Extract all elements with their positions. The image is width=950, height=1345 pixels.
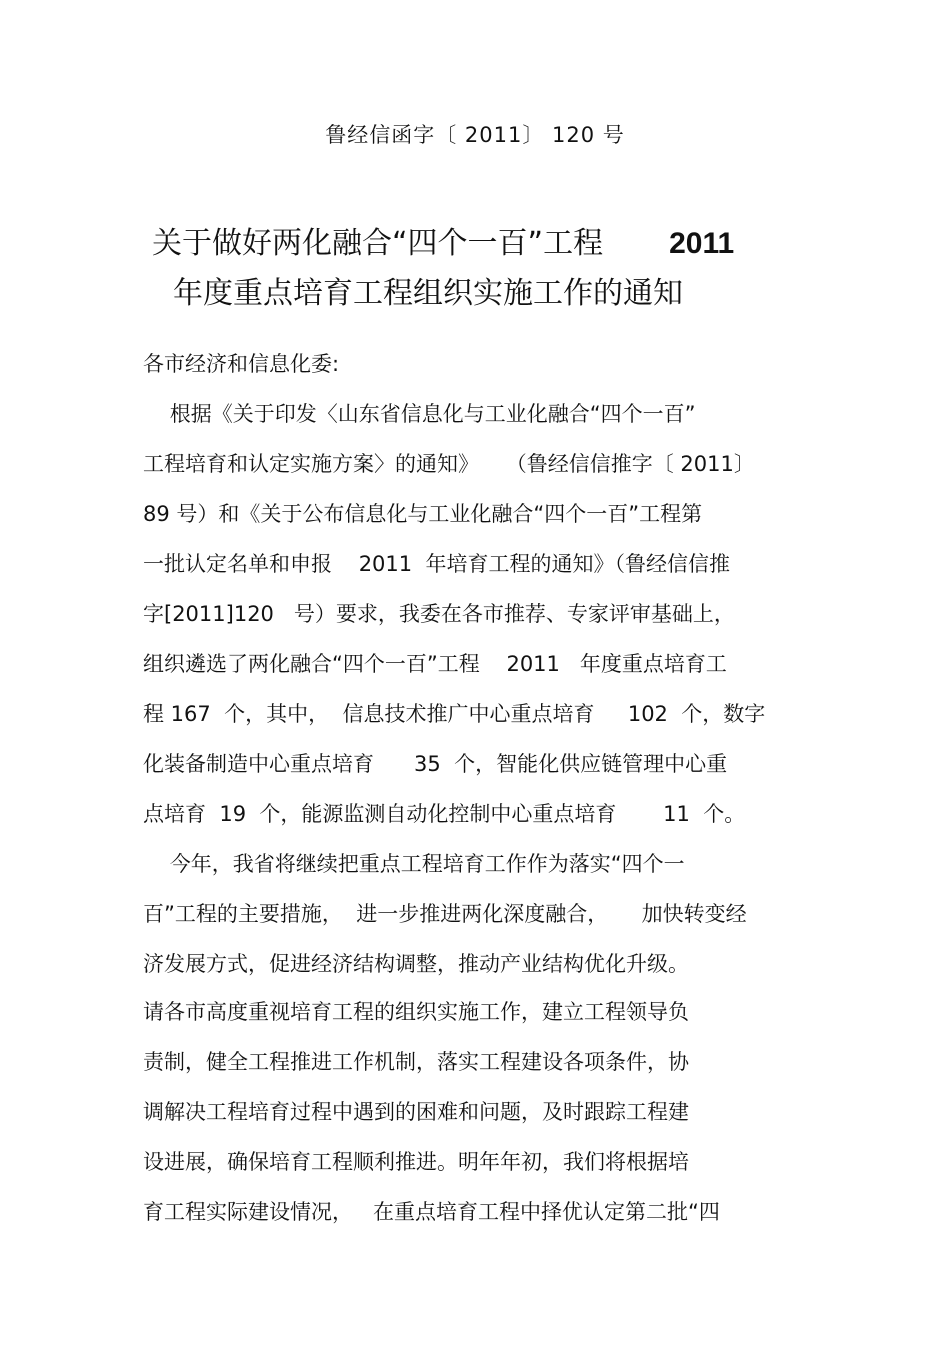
body-line: 请各市高度重视培育工程的组织实施工作，建立工程领导负 xyxy=(143,1000,689,1024)
body-line: 化装备制造中心重点培育 35 个，智能化供应链管理中心重 xyxy=(143,752,728,776)
title-year: 2011 xyxy=(669,227,735,260)
document-title-line-1 xyxy=(152,218,734,262)
body-line: 字[2011]120 号）要求，我委在各市推荐、专家评审基础上， xyxy=(143,602,735,626)
body-line: 一批认定名单和申报 2011 年培育工程的通知》（鲁经信信推 xyxy=(143,552,730,576)
body-line: 工程培育和认定实施方案〉的通知》 （鲁经信信推字〔 2011〕 xyxy=(143,452,755,476)
document-title-line-2: 年度重点培育工程组织实施工作的通知 xyxy=(173,276,683,311)
salutation: 各市经济和信息化委: xyxy=(143,352,340,376)
body-line: 济发展方式，促进经济结构调整，推动产业结构优化升级。 xyxy=(143,952,689,976)
body-line: 点培育 19 个，能源监测自动化控制中心重点培育 11 个。 xyxy=(143,802,746,826)
body-line: 组织遴选了两化融合“四个一百”工程 2011 年度重点培育工 xyxy=(143,652,727,676)
body-line: 今年，我省将继续把重点工程培育工作作为落实“四个一 xyxy=(143,852,685,876)
body-line: 根据《关于印发〈山东省信息化与工业化融合“四个一百” xyxy=(143,402,696,426)
body-line: 责制，健全工程推进工作机制，落实工程建设各项条件，协 xyxy=(143,1050,689,1074)
body-line: 程 167 个，其中， 信息技术推广中心重点培育 102 个，数字 xyxy=(143,702,766,726)
body-line: 育工程实际建设情况， 在重点培育工程中择优认定第二批“四 xyxy=(143,1200,720,1224)
title-line-1-text: 关于做好两化融合“四个一百”工程 xyxy=(152,226,604,261)
body-line: 设进展，确保培育工程顺利推进。明年年初，我们将根据培 xyxy=(143,1150,689,1174)
body-line: 调解决工程培育过程中遇到的困难和问题，及时跟踪工程建 xyxy=(143,1100,689,1124)
body-line: 百”工程的主要措施， 进一步推进两化深度融合， 加快转变经 xyxy=(143,902,747,926)
document-number: 鲁经信函字〔 2011〕 120 号 xyxy=(325,123,625,147)
body-line: 89 号）和《关于公布信息化与工业化融合“四个一百”工程第 xyxy=(143,502,703,526)
